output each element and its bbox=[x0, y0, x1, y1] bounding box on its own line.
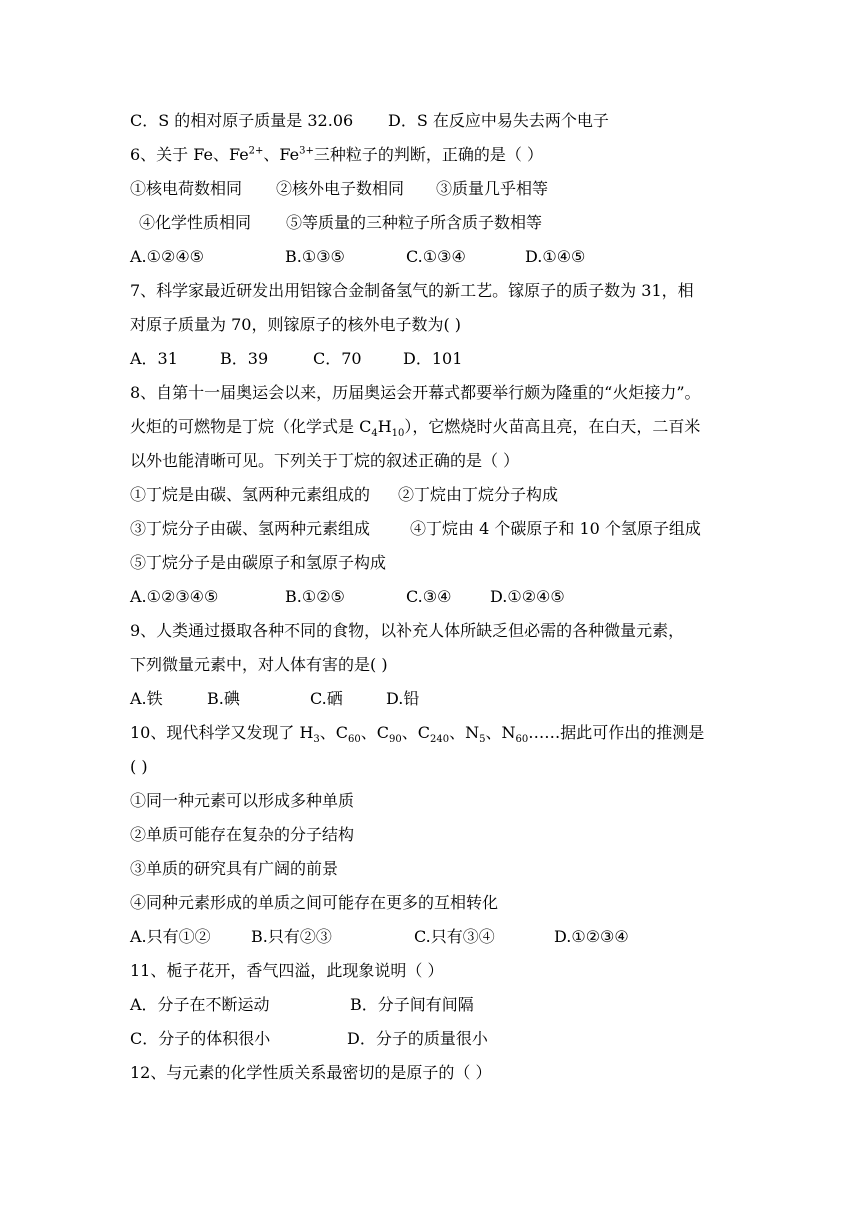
q8-statement-3: ③丁烷分子由碳、氢两种元素组成 bbox=[130, 519, 371, 538]
q10-line1-sub1: 3 bbox=[313, 734, 320, 746]
q10-option-c: C.只有③④ bbox=[414, 927, 495, 946]
q10-line1-text-g: ……据此可作出的推测是 bbox=[528, 723, 705, 742]
q6-statement-2: ②核外电子数相同 bbox=[276, 179, 405, 198]
q10-line1-sub3: 90 bbox=[389, 734, 402, 746]
q8-statement-2: ②丁烷由丁烷分子构成 bbox=[398, 485, 559, 504]
q9-option-b: B.碘 bbox=[207, 689, 240, 708]
q8-option-b: B.①②⑤ bbox=[285, 587, 345, 606]
q10-line1-text-c: 、C bbox=[360, 723, 390, 742]
q6-statement-1: ①核电荷数相同 bbox=[130, 179, 243, 198]
q8-statements-row2 bbox=[130, 519, 750, 541]
q9-options bbox=[130, 689, 750, 711]
q12-stem: 12、与元素的化学性质关系最密切的是原子的（ ） bbox=[130, 1063, 492, 1082]
q6-stem-sup1: 2+ bbox=[248, 145, 264, 157]
q8-stem-line3: 以外也能清晰可见。下列关于丁烷的叙述正确的是（ ） bbox=[130, 451, 520, 470]
q6-statements-row2 bbox=[130, 213, 750, 235]
q7-option-b: B．39 bbox=[220, 349, 269, 368]
q6-stem-sup2: 3+ bbox=[299, 145, 314, 157]
q8-option-c: C.③④ bbox=[406, 587, 452, 606]
q8-line2-text-b: H bbox=[377, 417, 392, 436]
q7-option-c: C．70 bbox=[313, 349, 362, 368]
q5-option-d: D．S 在反应中易失去两个电子 bbox=[388, 111, 609, 130]
q11-option-c: C．分子的体积很小 bbox=[130, 1029, 271, 1048]
q6-option-b: B.①③⑤ bbox=[285, 247, 345, 266]
q9-option-c: C.硒 bbox=[310, 689, 343, 708]
q8-statement-5: ⑤丁烷分子是由碳原子和氢原子构成 bbox=[130, 553, 387, 572]
q7-option-a: A．31 bbox=[130, 349, 178, 368]
q6-option-a: A.①②④⑤ bbox=[130, 247, 205, 266]
q6-stem-text-b: 、Fe bbox=[263, 145, 300, 164]
q6-option-d: D.①④⑤ bbox=[525, 247, 586, 266]
q8-statement-1: ①丁烷是由碳、氢两种元素组成的 bbox=[130, 485, 371, 504]
q9-option-a: A.铁 bbox=[130, 689, 163, 708]
q6-statements-row1 bbox=[130, 179, 750, 201]
q8-line2-text-c: ），它燃烧时火苗高且亮，在白天，二百米 bbox=[404, 417, 701, 436]
q8-stem-line1: 8、自第十一届奥运会以来，历届奥运会开幕式都要举行颇为隆重的“火炬接力”。 bbox=[130, 383, 701, 402]
q8-options bbox=[130, 587, 750, 609]
q9-stem-line2: 下列微量元素中，对人体有害的是( ) bbox=[130, 655, 388, 674]
q10-line1-text-b: 、C bbox=[319, 723, 349, 742]
q10-statement-4: ④同种元素形成的单质之间可能存在更多的互相转化 bbox=[130, 893, 499, 912]
q7-option-d: D．101 bbox=[403, 349, 463, 368]
q10-line1-sub2: 60 bbox=[348, 734, 361, 746]
q11-option-a: A．分子在不断运动 bbox=[130, 995, 270, 1014]
q11-options-ab bbox=[130, 995, 750, 1017]
q10-line1-text-f: 、N bbox=[485, 723, 516, 742]
q10-line1-text-e: 、N bbox=[449, 723, 480, 742]
q6-stem-text-a: 6、关于 Fe、Fe bbox=[130, 145, 249, 164]
q9-stem-line1: 9、人类通过摄取各种不同的食物，以补充人体所缺乏但必需的各种微量元素， bbox=[130, 621, 685, 640]
q10-line1-sub6: 60 bbox=[515, 734, 529, 746]
q10-line1-text-a: 10、现代科学又发现了 H bbox=[130, 723, 314, 742]
q11-options-cd bbox=[130, 1029, 750, 1051]
q8-option-d: D.①②④⑤ bbox=[490, 587, 565, 606]
q8-stem-line2 bbox=[130, 417, 750, 439]
q5-option-c: C．S 的相对原子质量是 32.06 bbox=[130, 111, 354, 130]
q9-option-d: D.铅 bbox=[386, 689, 420, 708]
q5-options-cd bbox=[130, 111, 750, 133]
q10-line1-text-d: 、C bbox=[401, 723, 430, 742]
q6-stem-text-c: 三种粒子的判断，正确的是（ ） bbox=[313, 145, 543, 164]
q6-stem bbox=[130, 145, 750, 167]
q6-statement-3: ③质量几乎相等 bbox=[436, 179, 549, 198]
q11-option-d: D．分子的质量很小 bbox=[347, 1029, 488, 1048]
q8-line2-text-a: 火炬的可燃物是丁烷（化学式是 C bbox=[130, 417, 372, 436]
q6-statement-5: ⑤等质量的三种粒子所含质子数相等 bbox=[286, 213, 543, 232]
q7-options bbox=[130, 349, 750, 371]
q8-line2-sub2: 10 bbox=[391, 428, 405, 440]
q10-line1-sub5: 5 bbox=[479, 734, 486, 746]
q11-option-b: B．分子间有间隔 bbox=[350, 995, 474, 1014]
q7-stem-line2: 对原子质量为 70，则镓原子的核外电子数为( ) bbox=[130, 315, 462, 334]
q8-line2-sub1: 4 bbox=[371, 428, 378, 440]
q10-option-a: A.只有①② bbox=[130, 927, 211, 946]
q10-stem-line2: ( ) bbox=[130, 757, 148, 776]
q10-stem-line1 bbox=[130, 723, 750, 745]
q8-statement-4: ④丁烷由 4 个碳原子和 10 个氢原子组成 bbox=[410, 519, 701, 538]
q10-statement-2: ②单质可能存在复杂的分子结构 bbox=[130, 825, 355, 844]
q10-line1-sub4: 240 bbox=[430, 734, 450, 746]
q10-statement-3: ③单质的研究具有广阔的前景 bbox=[130, 859, 339, 878]
q6-options bbox=[130, 247, 750, 269]
q8-statements-row1 bbox=[130, 485, 750, 507]
q7-stem-line1: 7、科学家最近研发出用铝镓合金制备氢气的新工艺。镓原子的质子数为 31，相 bbox=[130, 281, 694, 300]
q10-option-b: B.只有②③ bbox=[251, 927, 332, 946]
q10-option-d: D.①②③④ bbox=[554, 927, 629, 946]
q8-option-a: A.①②③④⑤ bbox=[130, 587, 219, 606]
q6-option-c: C.①③④ bbox=[406, 247, 466, 266]
q6-statement-4: ④化学性质相同 bbox=[139, 213, 252, 232]
q10-statement-1: ①同一种元素可以形成多种单质 bbox=[130, 791, 355, 810]
q10-options bbox=[130, 927, 750, 949]
q11-stem: 11、栀子花开，香气四溢，此现象说明（ ） bbox=[130, 961, 444, 980]
